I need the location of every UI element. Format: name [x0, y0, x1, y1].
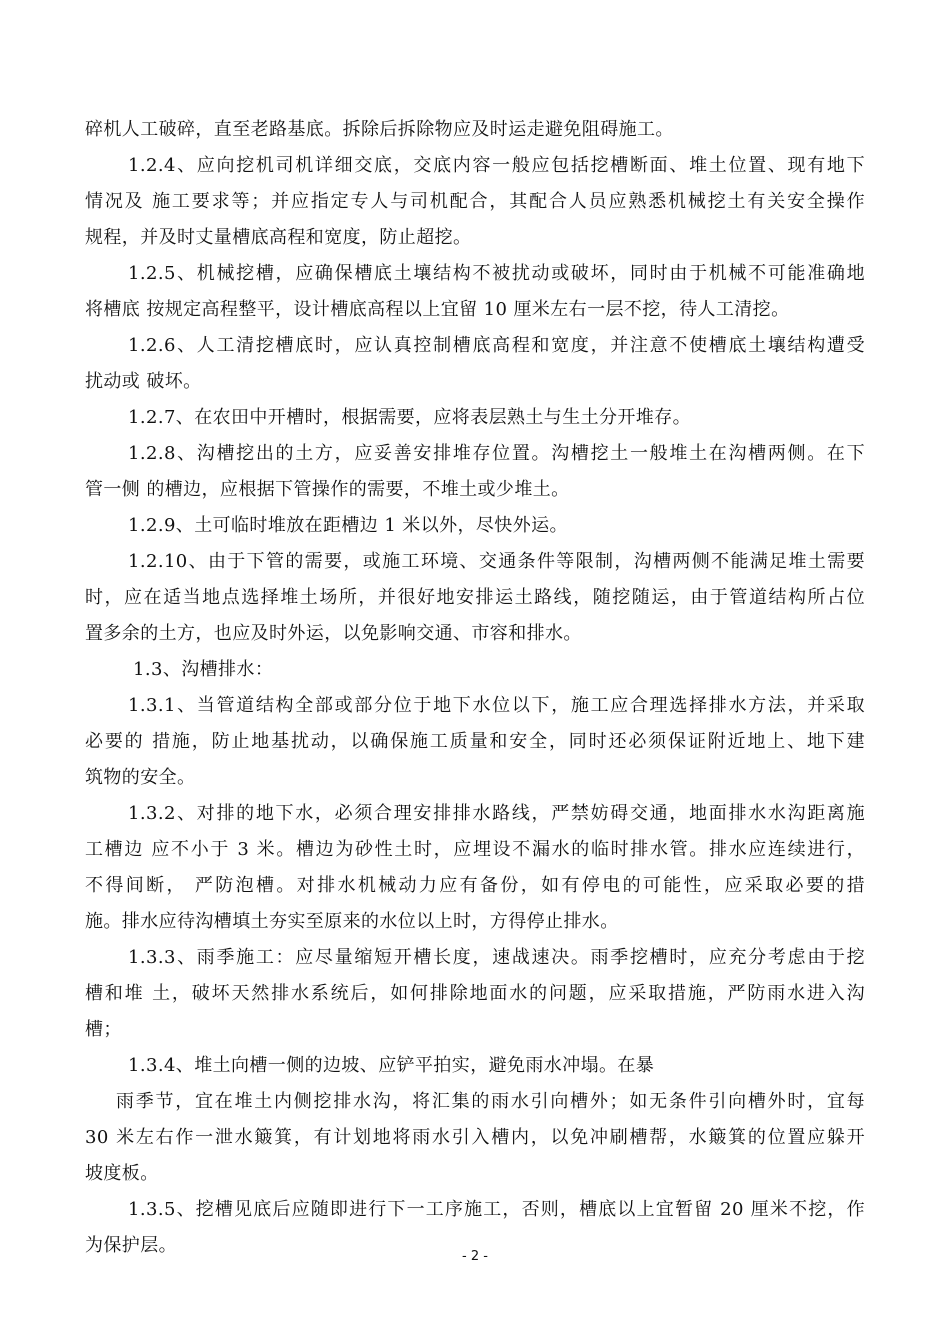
text-line: 扰动或 破坏。 — [85, 371, 202, 392]
text-line: 将槽底 按规定高程整平，设计槽底高程以上宜留 10 厘米左右一层不挖，待人工清挖。 — [85, 299, 790, 320]
text-line: 1.2.9、土可临时堆放在距槽边 1 米以外，尽快外运。 — [128, 515, 568, 536]
page-number: - 2 - — [462, 1249, 488, 1264]
text-line: 不得间断， 严防泡槽。对排水机械动力应有备份，如有停电的可能性，应采取必要的措 — [85, 875, 865, 896]
text-line: 1.2.7、在农田中开槽时，根据需要，应将表层熟土与生土分开堆存。 — [128, 407, 691, 428]
text-line: 1.2.8、沟槽挖出的土方，应妥善安排堆存位置。沟槽挖土一般堆土在沟槽两侧。在下 — [128, 443, 865, 464]
text-line: 为保护层。 — [85, 1235, 177, 1256]
text-line: 施。排水应待沟槽填土夯实至原来的水位以上时，方得停止排水。 — [85, 911, 619, 932]
text-line: 时，应在适当地点选择堆土场所，并很好地安排运土路线，随挖随运，由于管道结构所占位 — [85, 587, 865, 608]
text-line: 工槽边 应不小于 3 米。槽边为砂性土时，应埋设不漏水的临时排水管。排水应连续进行， — [85, 839, 865, 860]
text-line: 必要的 措施，防止地基扰动，以确保施工质量和安全，同时还必须保证附近地上、地下建 — [85, 731, 865, 752]
text-line: 管一侧 的槽边，应根据下管操作的需要，不堆土或少堆土。 — [85, 479, 570, 500]
text-line: 1.2.5、机械挖槽，应确保槽底土壤结构不被扰动或破坏，同时由于机械不可能准确地 — [128, 263, 865, 284]
text-line: 1.3.3、雨季施工：应尽量缩短开槽长度，速战速决。雨季挖槽时，应充分考虑由于挖 — [128, 947, 865, 968]
text-line: 30 米左右作一泄水簸箕，有计划地将雨水引入槽内，以免冲刷槽帮，水簸箕的位置应躲开 — [85, 1127, 865, 1148]
section-heading: 1.3、沟槽排水： — [133, 659, 274, 680]
text-line: 1.2.10、由于下管的需要，或施工环境、交通条件等限制，沟槽两侧不能满足堆土需要 — [128, 551, 865, 572]
text-line: 情况及 施工要求等；并应指定专人与司机配合，其配合人员应熟悉机械挖土有关安全操作 — [85, 191, 865, 212]
text-line: 1.3.4、堆土向槽一侧的边坡、应铲平拍实，避免雨水冲塌。在暴 — [128, 1055, 655, 1076]
text-line: 1.2.4、应向挖机司机详细交底，交底内容一般应包括挖槽断面、堆土位置、现有地下 — [128, 155, 865, 176]
text-line: 碎机人工破碎，直至老路基底。拆除后拆除物应及时运走避免阻碍施工。 — [85, 119, 674, 140]
text-line: 1.2.6、人工清挖槽底时，应认真控制槽底高程和宽度，并注意不使槽底土壤结构遭受 — [128, 335, 865, 356]
text-line: 槽和堆 土，破坏天然排水系统后，如何排除地面水的问题，应采取措施，严防雨水进入沟 — [85, 983, 865, 1004]
text-line: 槽； — [85, 1019, 122, 1040]
text-line: 1.3.5、挖槽见底后应随即进行下一工序施工，否则，槽底以上宜暂留 20 厘米不挖，作 — [128, 1199, 865, 1220]
text-line: 置多余的土方，也应及时外运，以免影响交通、市容和排水。 — [85, 623, 582, 644]
text-line: 雨季节，宜在堆土内侧挖排水沟，将汇集的雨水引向槽外；如无条件引向槽外时，宜每 — [116, 1091, 865, 1112]
text-line: 规程，并及时丈量槽底高程和宽度，防止超挖。 — [85, 227, 472, 248]
text-line: 筑物的安全。 — [85, 767, 196, 788]
text-line: 坡度板。 — [85, 1163, 159, 1184]
text-line: 1.3.1、当管道结构全部或部分位于地下水位以下，施工应合理选择排水方法，并采取 — [128, 695, 865, 716]
text-line: 1.3.2、对排的地下水，必须合理安排排水路线，严禁妨碍交通，地面排水水沟距离施 — [128, 803, 865, 824]
